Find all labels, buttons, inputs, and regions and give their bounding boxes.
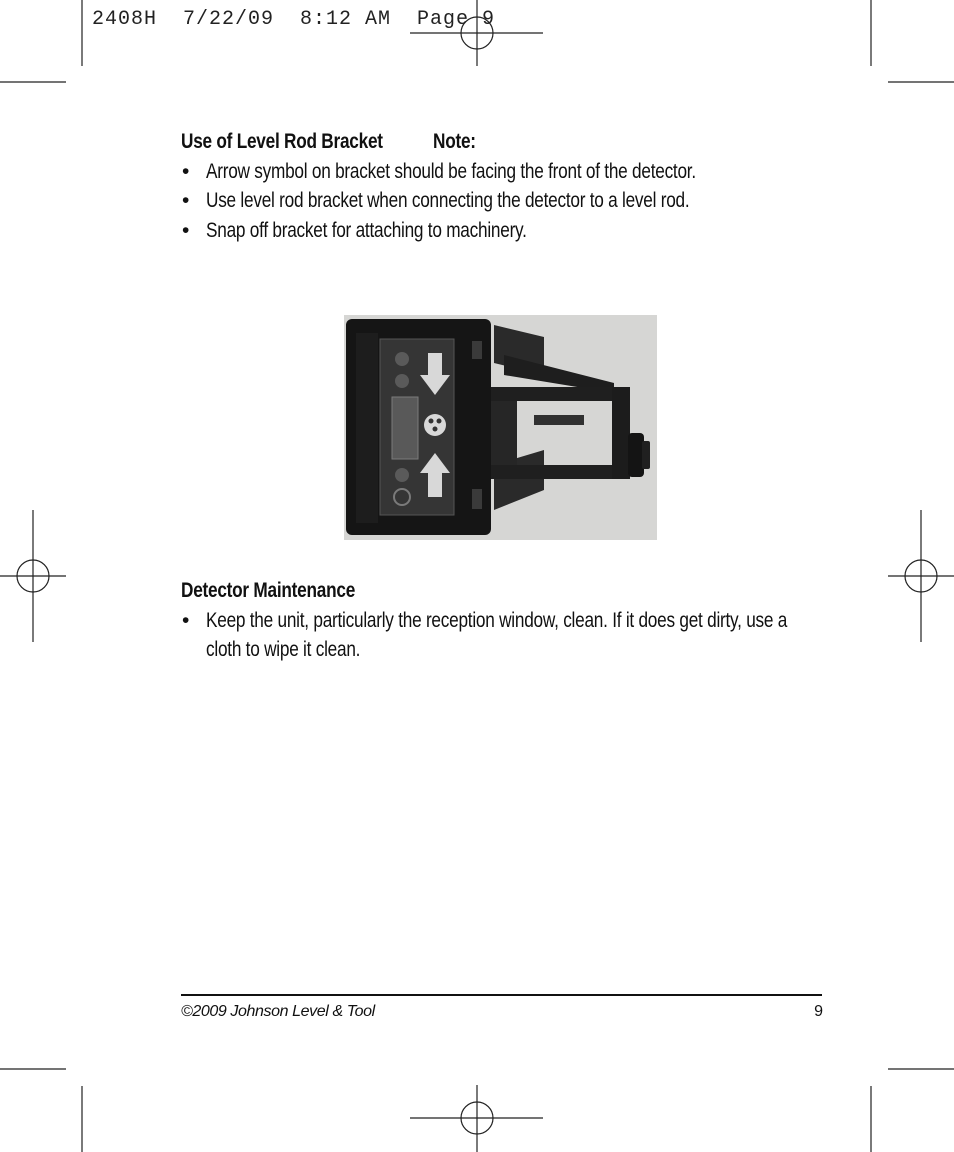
section-detector-maintenance [181,576,826,665]
list-item [181,216,826,246]
bullet-dot: • [182,608,190,632]
bullet-list [181,157,826,246]
footer-copyright: ©2009 Johnson Level & Tool [181,1003,375,1020]
bullet-dot: • [182,218,190,242]
registration-mark-bottom [410,1085,543,1152]
bullet-text: Snap off bracket for attaching to machinery. [206,218,527,242]
list-item [181,606,826,665]
registration-mark-top [410,0,543,66]
list-item [181,157,826,187]
section-title: Use of Level Rod Bracket [181,130,383,153]
footer-rule [181,994,822,996]
page-number: 9 [814,1003,823,1020]
bullet-text: Use level rod bracket when connecting the detector to a level rod. [206,189,690,212]
bullet-text: Arrow symbol on bracket should be facing the front of the detector. [206,159,696,183]
bullet-dot: • [182,159,190,183]
detector-bracket-photo [344,315,657,540]
section-title: Detector Maintenance [181,579,356,602]
registration-mark-right [888,510,954,642]
bullet-dot: • [182,189,190,212]
print-slug: 2408H 7/22/09 8:12 AM Page 9 [92,8,496,31]
bullet-list [181,606,826,665]
note-label: Note: [432,130,476,153]
bullet-text: Keep the unit, particularly the reception window, clean. If it does get dirty, use a cloth to wipe it clean. [206,608,788,661]
section-level-rod-bracket [181,127,826,245]
registration-mark-left [0,510,66,642]
list-item [181,186,826,216]
